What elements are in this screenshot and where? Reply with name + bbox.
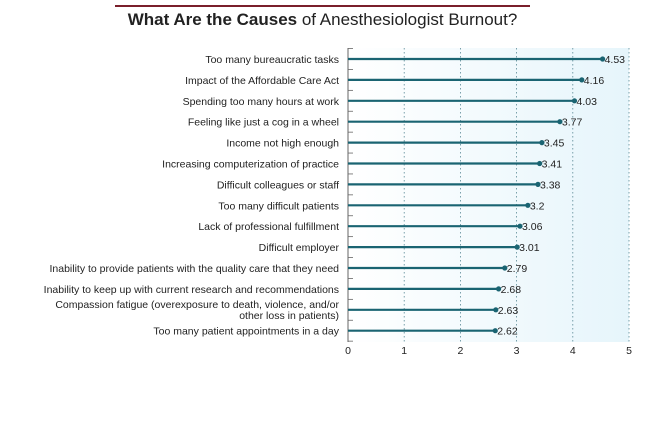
value-label: 4.03: [576, 95, 597, 108]
category-label: Feeling like just a cog in a wheel: [187, 116, 339, 129]
category-label: Spending too many hours at work: [182, 95, 339, 108]
value-label: 4.53: [604, 54, 626, 66]
x-tick-label-5: 5: [626, 345, 632, 357]
plot-background: [348, 48, 629, 342]
value-label: 3.41: [541, 158, 563, 171]
category-label: Income not high enough: [226, 137, 339, 150]
value-label: 2.63: [497, 304, 519, 317]
category-label: Lack of professional fulfillment: [198, 221, 339, 234]
x-tick-label-4: 4: [569, 345, 576, 357]
x-tick-label-2: 2: [457, 345, 464, 357]
category-label: Inability to provide patients with the quality care that they need: [49, 263, 339, 275]
category-label: Difficult employer: [258, 242, 339, 255]
category-label: Inability to keep up with current research and recommendations: [43, 283, 339, 296]
value-label: 2.68: [500, 283, 522, 296]
chart-title-bold: What Are the Causes: [127, 10, 298, 29]
category-label-line: other loss in patients): [239, 309, 339, 322]
value-label: 4.16: [583, 74, 605, 87]
value-label: 3.2: [529, 200, 545, 213]
category-label: Difficult colleagues or staff: [216, 179, 339, 192]
x-tick-label-3: 3: [513, 345, 520, 357]
x-tick-label-1: 1: [401, 345, 408, 357]
value-label: 3.38: [539, 179, 561, 192]
value-label: 3.06: [521, 221, 543, 234]
category-label: Impact of the Affordable Care Act: [185, 74, 339, 87]
value-label: 3.45: [543, 137, 565, 150]
category-label-line: Compassion fatigue (overexposure to death, violence, and/or: [55, 298, 339, 311]
chart-title-rest: of Anesthesiologist Burnout?: [297, 10, 518, 29]
x-tick-label-0: 0: [345, 345, 351, 357]
category-label: Too many difficult patients: [218, 200, 339, 213]
value-label: 3.01: [519, 242, 540, 255]
category-label: Too many patient appointments in a day: [153, 325, 339, 338]
category-label: [55, 299, 339, 322]
value-label: 2.62: [497, 325, 518, 338]
value-label: 2.79: [506, 263, 528, 275]
value-label: 3.77: [561, 116, 583, 129]
category-label: Increasing computerization of practice: [162, 158, 339, 171]
category-label: Too many bureaucratic tasks: [205, 54, 339, 66]
